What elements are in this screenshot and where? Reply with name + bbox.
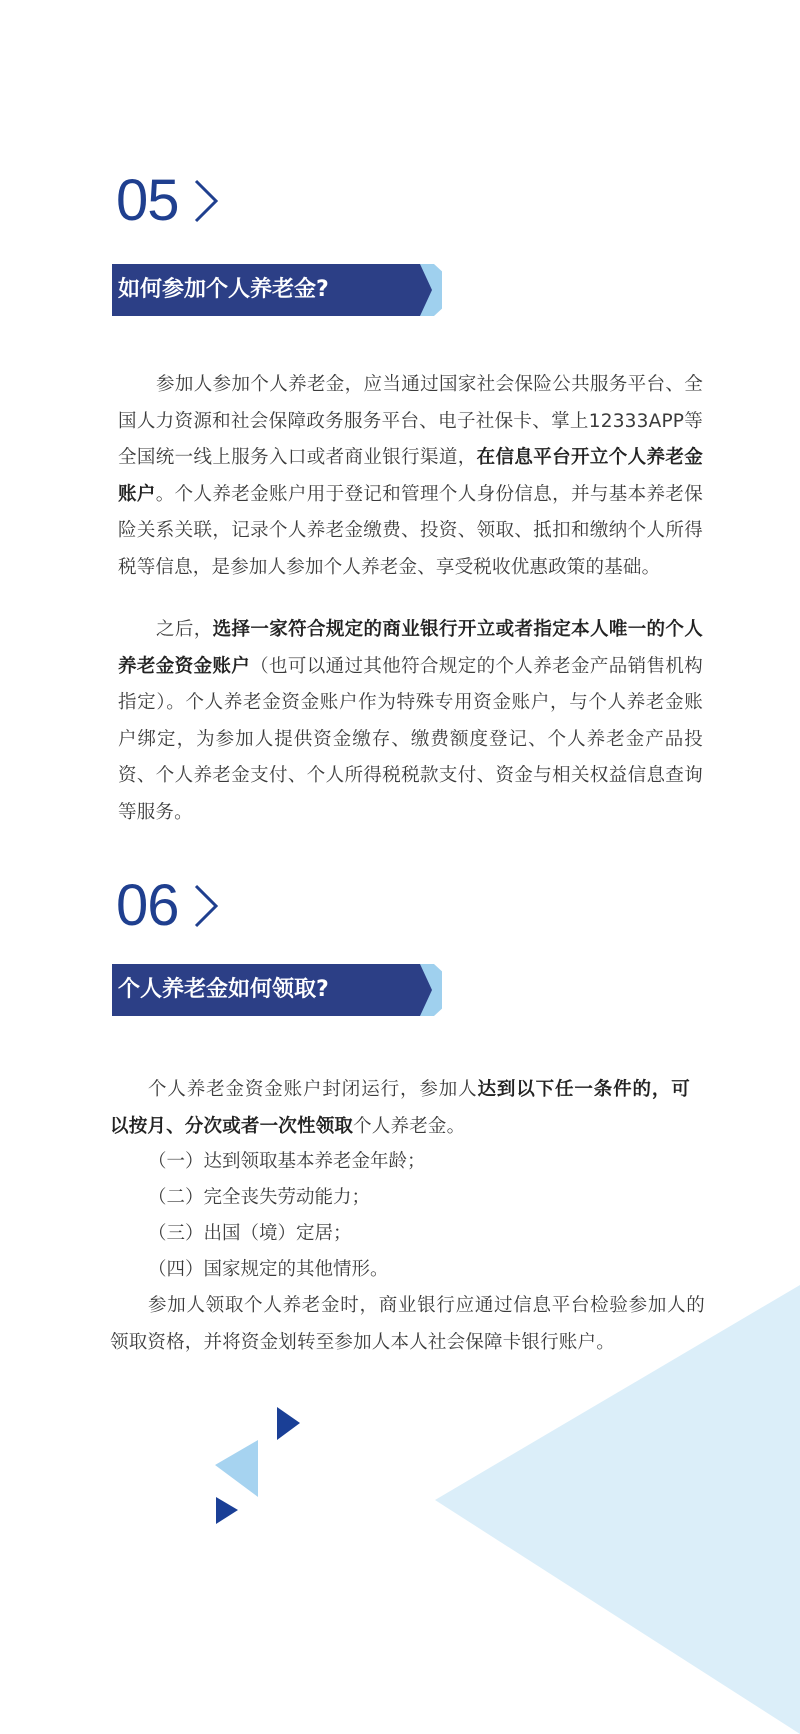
section-title: 如何参加个人养老金? (118, 277, 329, 302)
condition-item: （四）国家规定的其他情形。 (148, 1259, 389, 1280)
paragraph-text: 个人养老金资金账户封闭运行，参加人 (148, 1079, 478, 1100)
small-light-triangle (215, 1440, 258, 1497)
condition-item: （二）完全丧失劳动能力； (148, 1187, 371, 1208)
paragraph-withdrawal (110, 1072, 690, 1145)
condition-item: （三）出国（境）定居； (148, 1223, 352, 1244)
paragraph-text: 之后， (156, 619, 213, 640)
paragraph-text: 参加人领取个人养老金时，商业银行应通过信息平台检验参加人的领取资格，并将资金划转至参加人本人社会保障卡银行账户。 (110, 1295, 705, 1353)
paragraph-text: 个人养老金。 (353, 1115, 466, 1137)
small-dark-triangle-top (277, 1407, 300, 1440)
paragraph-text: （也可以通过其他符合规定的个人养老金产品销售机构指定）。个人养老金资金账户作为特殊专用资金账户，与个人养老金账户绑定，为参加人提供资金缴存、缴费额度登记、个人养老金产品投资、个人养老金支付、个人所得税税款支付、资金与相关权益信息查询等服务。 (118, 655, 703, 823)
paragraph-text: 。个人养老金账户用于登记和管理个人身份信息，并与基本养老保险关系关联，记录个人养老金缴费、投资、领取、抵扣和缴纳个人所得税等信息，是参加人参加个人养老金、享受税收优惠政策的基础。 (118, 483, 703, 578)
condition-item: （一）达到领取基本养老金年龄； (148, 1151, 426, 1172)
paragraph-open-account (118, 367, 703, 587)
small-dark-triangle-bottom (216, 1497, 238, 1524)
chevron-right-icon (192, 883, 220, 929)
paragraph-qualification (110, 1288, 705, 1361)
paragraph-emphasis: 在信息平台开立个人养老金账户 (118, 447, 703, 505)
paragraph-emphasis: 选择一家符合规定的商业银行开立或者指定本人唯一的个人养老金资金账户 (118, 619, 703, 677)
chevron-right-icon (192, 178, 220, 224)
section-number: 06 (116, 873, 179, 938)
paragraph-text: 参加人参加个人养老金，应当通过国家社会保险公共服务平台、全国人力资源和社会保障政务服务平台、电子社保卡、掌上12333APP等全国统一线上服务入口或者商业银行渠道， (118, 374, 703, 469)
paragraph-emphasis: 达到以下任一条件的，可以按月、分次或者一次性领取 (110, 1079, 690, 1137)
paragraph-fund-account (118, 612, 703, 832)
section-title: 个人养老金如何领取? (118, 977, 329, 1002)
section-number: 05 (116, 168, 179, 233)
